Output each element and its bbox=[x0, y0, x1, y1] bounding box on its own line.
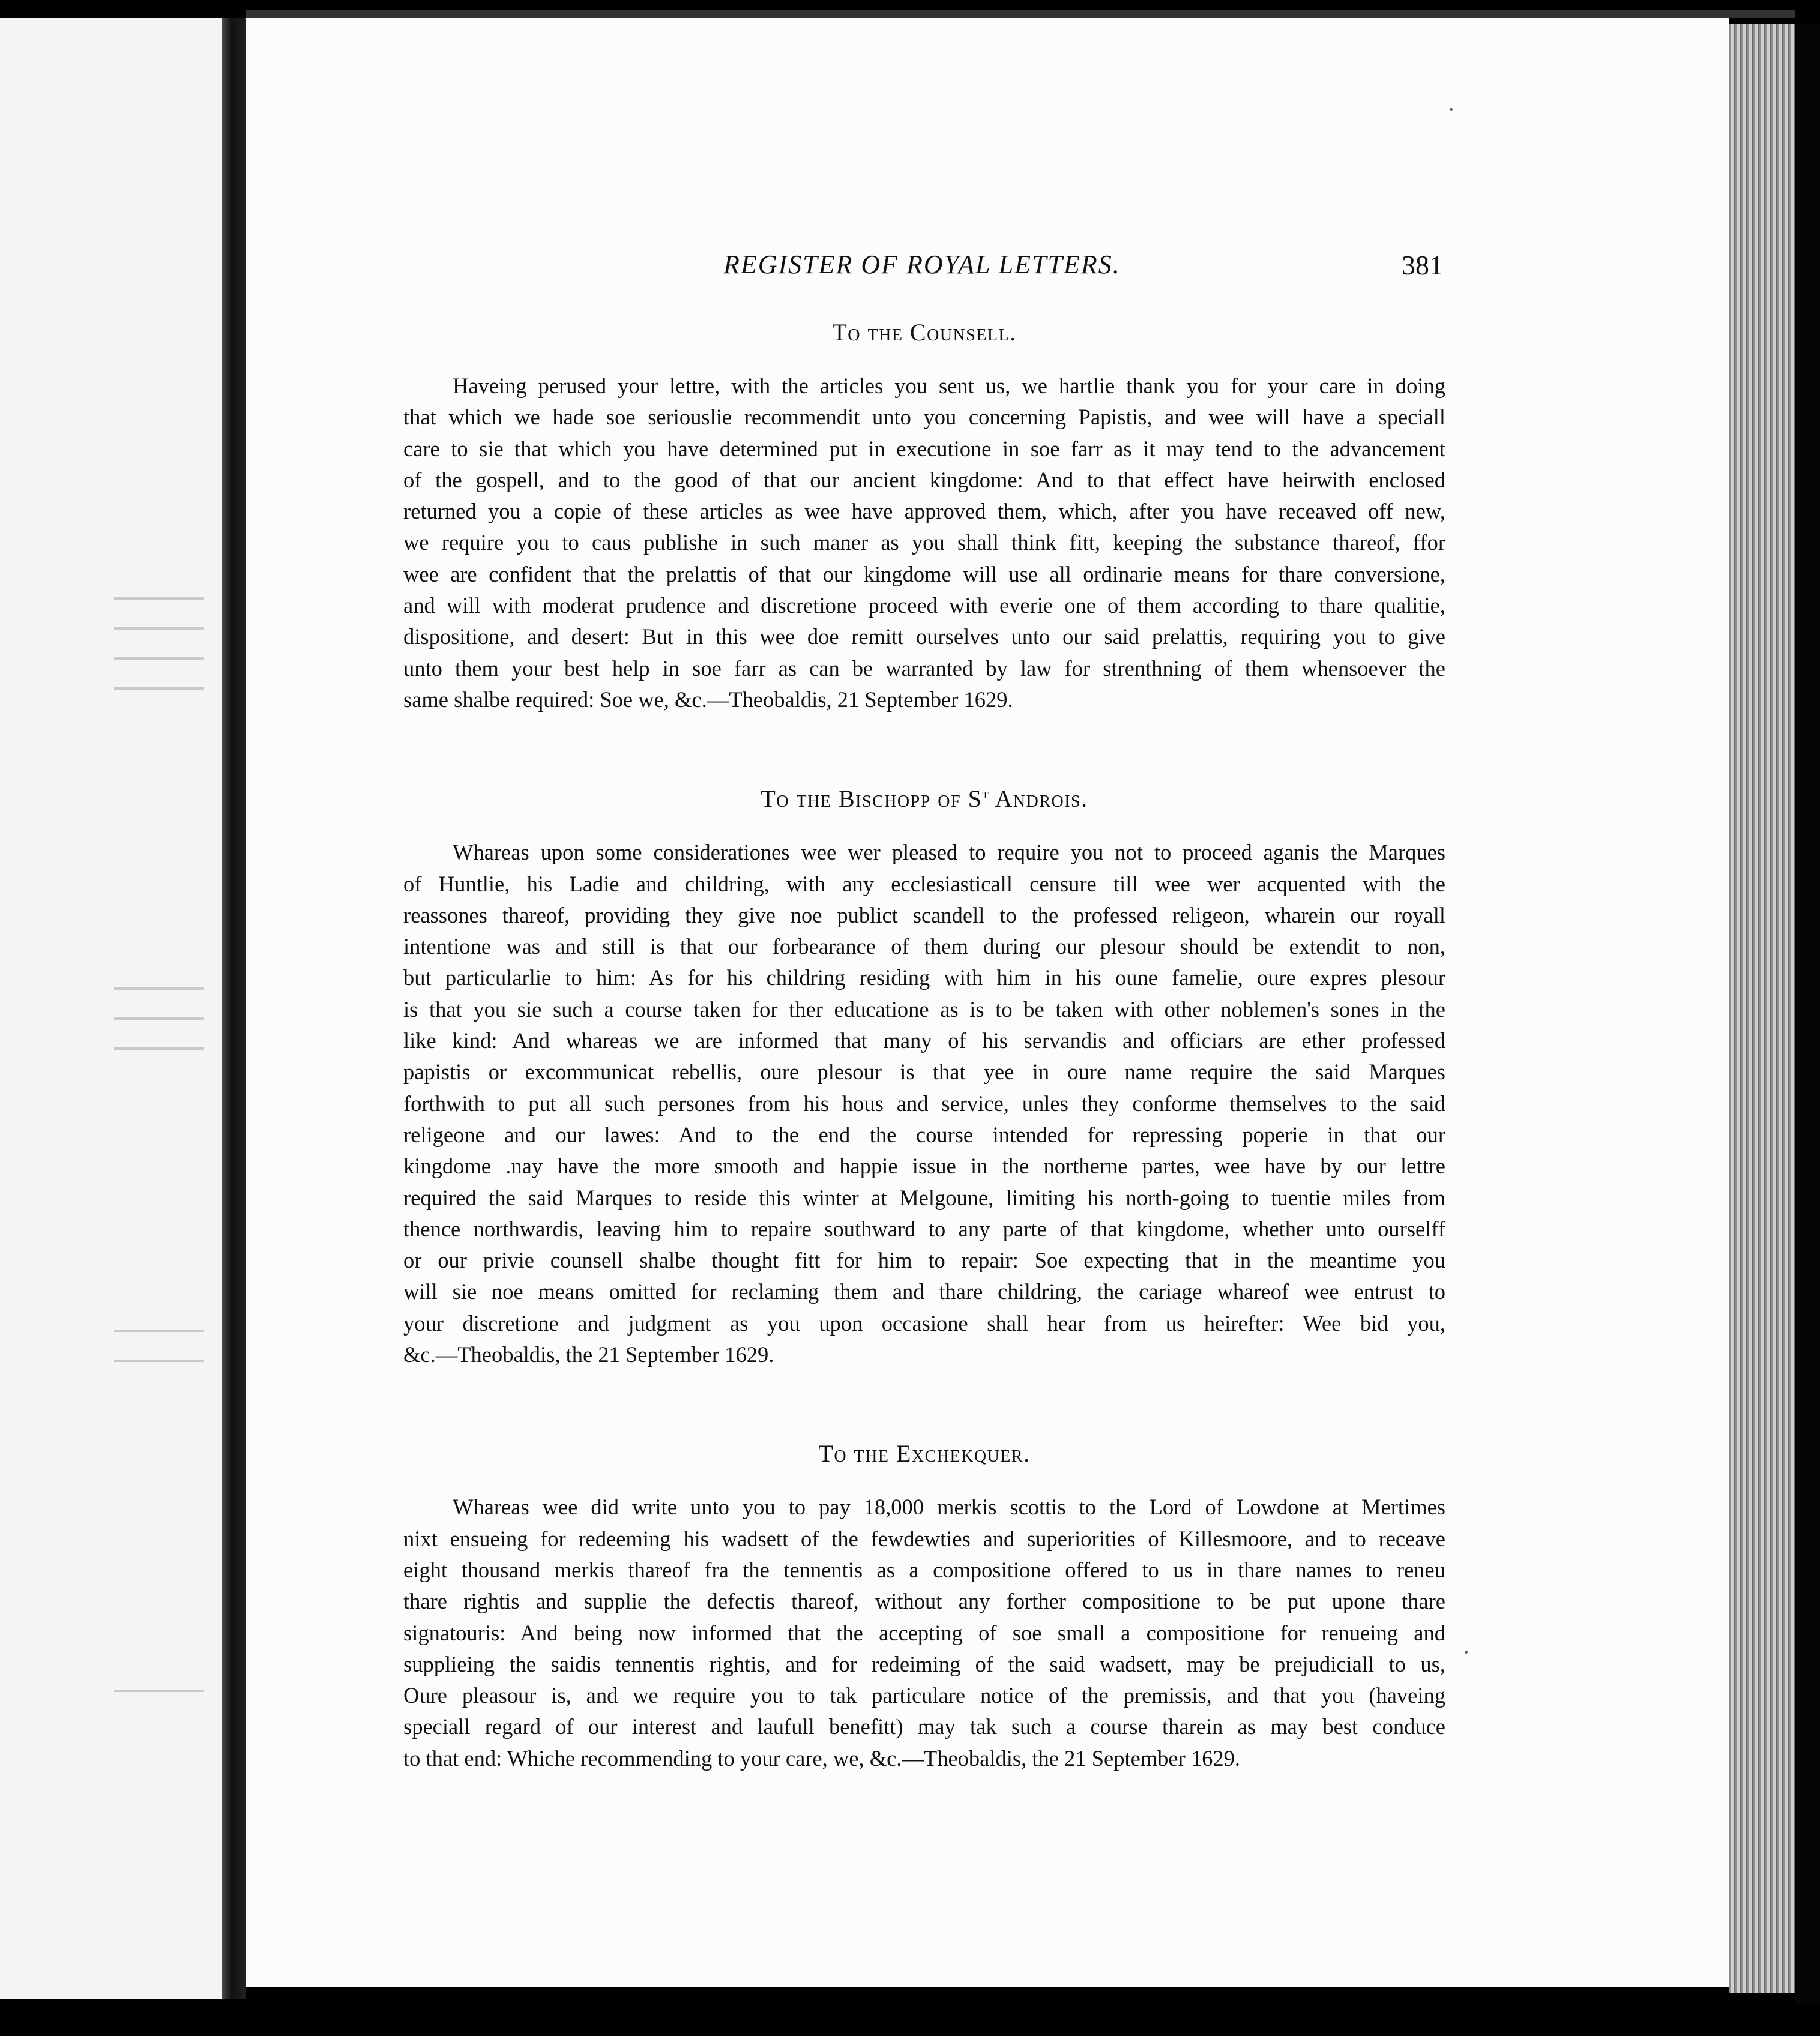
letters-container bbox=[403, 318, 1445, 1843]
text-line: we require you to caus publishe in such maner as you shall think fitt, keeping the substance thareof, ffor bbox=[403, 530, 1445, 555]
text-line: intentione was and still is that our forbearance of them during our plesour should be extendit to non, bbox=[403, 934, 1445, 959]
text-line: signatouris: And being now informed that the accepting of soe small a compositione for renueing and bbox=[403, 1620, 1445, 1645]
bleed-through-mark bbox=[114, 1330, 204, 1332]
page-number: 381 bbox=[1402, 250, 1443, 280]
book-page bbox=[246, 18, 1729, 1987]
letter-to-exchekquer bbox=[403, 1439, 1445, 1774]
text-line: nixt ensueing for redeeming his wadsett of the fewdewties and superiorities of Killesmoore, and to receave bbox=[403, 1526, 1445, 1551]
letter-heading: To the Exchekquer. bbox=[818, 1440, 1031, 1468]
letter-to-counsell bbox=[403, 318, 1445, 715]
bleed-through-mark bbox=[114, 1017, 204, 1020]
text-line: like kind: And whareas we are informed that many of his servandis and officiars are ether professed bbox=[403, 1028, 1445, 1053]
bleed-through-mark bbox=[114, 1047, 204, 1050]
bleed-through-mark bbox=[114, 1360, 204, 1362]
heading-prefix: To the Bischopp of S bbox=[761, 785, 983, 813]
text-line: Oure pleasour is, and we require you to tak particulare notice of the premissis, and that you (haveing bbox=[403, 1683, 1445, 1708]
text-line: Whareas upon some considerationes wee wer pleased to require you not to proceed aganis the Marques bbox=[453, 840, 1445, 865]
paper-speck bbox=[1450, 108, 1453, 111]
page-edge-shadow bbox=[1795, 24, 1820, 2005]
previous-page-text bbox=[0, 18, 222, 1999]
text-line: dispositione, and desert: But in this wee doe remitt ourselves unto our said prelattis, requiring you to give bbox=[403, 624, 1445, 649]
text-line: or our privie counsell shalbe thought fitt for him to repair: Soe expecting that in the meantime you bbox=[403, 1248, 1445, 1273]
letter-heading bbox=[403, 785, 1445, 813]
heading-superscript: t bbox=[982, 786, 990, 803]
text-line: same shalbe required: Soe we, &c.—Theobaldis, 21 September 1629. bbox=[403, 687, 1013, 712]
text-line: &c.—Theobaldis, the 21 September 1629. bbox=[403, 1342, 774, 1367]
text-line: that which we hade soe seriouslie recommendit unto you concerning Papistis, and wee will have a speciall bbox=[403, 405, 1445, 430]
text-line: forthwith to put all such persones from his hous and service, unles they conforme themselves to the said bbox=[403, 1091, 1445, 1116]
text-line: will sie noe means omitted for reclaming them and thare childring, the cariage whareof wee entrust to bbox=[403, 1279, 1445, 1304]
letter-heading: To the Counsell. bbox=[832, 319, 1017, 346]
bleed-through-mark bbox=[114, 597, 204, 600]
text-line: thare rightis and supplie the defectis thareof, without any forther compositione to be put upone thare bbox=[403, 1589, 1445, 1614]
text-line: thence northwardis, leaving him to repaire southward to any parte of that kingdome, whether unto ourselff bbox=[403, 1216, 1445, 1241]
paper-speck bbox=[1465, 1651, 1468, 1654]
text-line: your discretione and judgment as you upon occasione shall hear from us heirefter: Wee bid you, bbox=[403, 1310, 1445, 1336]
page-edges bbox=[1729, 24, 1795, 1993]
text-line: Whareas wee did write unto you to pay 18,000 merkis scottis to the Lord of Lowdone at Mertimes bbox=[453, 1495, 1445, 1520]
text-line: to that end: Whiche recommending to your care, we, &c.—Theobaldis, the 21 September 1629. bbox=[403, 1745, 1241, 1771]
text-line: speciall regard of our interest and laufull benefitt) may tak such a course tharein as may best conduce bbox=[403, 1714, 1445, 1739]
text-line: religeone and our lawes: And to the end the course intended for repressing poperie in that our bbox=[403, 1122, 1445, 1147]
text-line: is that you sie such a course taken for ther educatione as is to be taken with other noblemen's sones in the bbox=[403, 996, 1445, 1022]
letter-body bbox=[403, 370, 1445, 715]
text-line: papistis or excommunicat rebellis, oure plesour is that yee in oure name require the said Marques bbox=[403, 1059, 1445, 1085]
bleed-through-mark bbox=[114, 1690, 204, 1692]
text-line: supplieing the saidis tennentis rightis, and for redeiming of the said wadsett, may be prejudiciall to us, bbox=[403, 1651, 1445, 1676]
text-line: kingdome .nay have the more smooth and happie issue in the northerne partes, wee have by our lettre bbox=[403, 1154, 1445, 1179]
text-line: but particularlie to him: As for his childring residing with him in his oune famelie, oure expres plesour bbox=[403, 965, 1445, 990]
text-line: reassones thareof, providing they give noe publict scandell to the professed religeon, wharein our royall bbox=[403, 902, 1445, 927]
bleed-through-mark bbox=[114, 987, 204, 990]
bleed-through-mark bbox=[114, 627, 204, 630]
text-line: required the said Marques to reside this winter at Melgoune, limiting his north-going to tuentie miles from bbox=[403, 1185, 1445, 1210]
text-line: Haveing perused your lettre, with the articles you sent us, we hartlie thank you for your care in doing bbox=[453, 373, 1445, 398]
page-top-edge bbox=[246, 10, 1795, 18]
text-line: of Huntlie, his Ladie and childring, with any ecclesiasticall censure till wee wer acquented with the bbox=[403, 871, 1445, 896]
text-line: care to sie that which you have determined put in executione in soe farr as it may tend to the advancement bbox=[403, 436, 1445, 461]
text-line: unto them your best help in soe farr as can be warranted by law for strenthning of them whensoever the bbox=[403, 655, 1445, 681]
text-line: returned you a copie of these articles as wee have approved them, which, after you have receaved off new, bbox=[403, 499, 1445, 524]
text-line: and will with moderat prudence and discretione proceed with everie one of them according to thare qualitie, bbox=[403, 593, 1445, 618]
letter-body bbox=[403, 1492, 1445, 1774]
letter-body bbox=[403, 837, 1445, 1370]
bleed-through-mark bbox=[114, 687, 204, 690]
text-line: of the gospell, and to the good of that our ancient kingdome: And to that effect have heirwith enclosed bbox=[403, 467, 1445, 492]
heading-suffix: Androis. bbox=[989, 785, 1088, 813]
text-line: eight thousand merkis thareof fra the tennentis as a compositione offered to us in thare names to reneu bbox=[403, 1557, 1445, 1582]
text-line: wee are confident that the prelattis of that our kingdome will use all ordinarie means for thare conversione, bbox=[403, 561, 1445, 586]
running-head: REGISTER OF ROYAL LETTERS. bbox=[723, 250, 1121, 279]
bleed-through-mark bbox=[114, 657, 204, 660]
previous-page-fragment bbox=[0, 18, 222, 1999]
letter-to-bischopp bbox=[403, 785, 1445, 1370]
book-gutter bbox=[222, 18, 246, 1999]
page-header bbox=[246, 249, 1729, 285]
